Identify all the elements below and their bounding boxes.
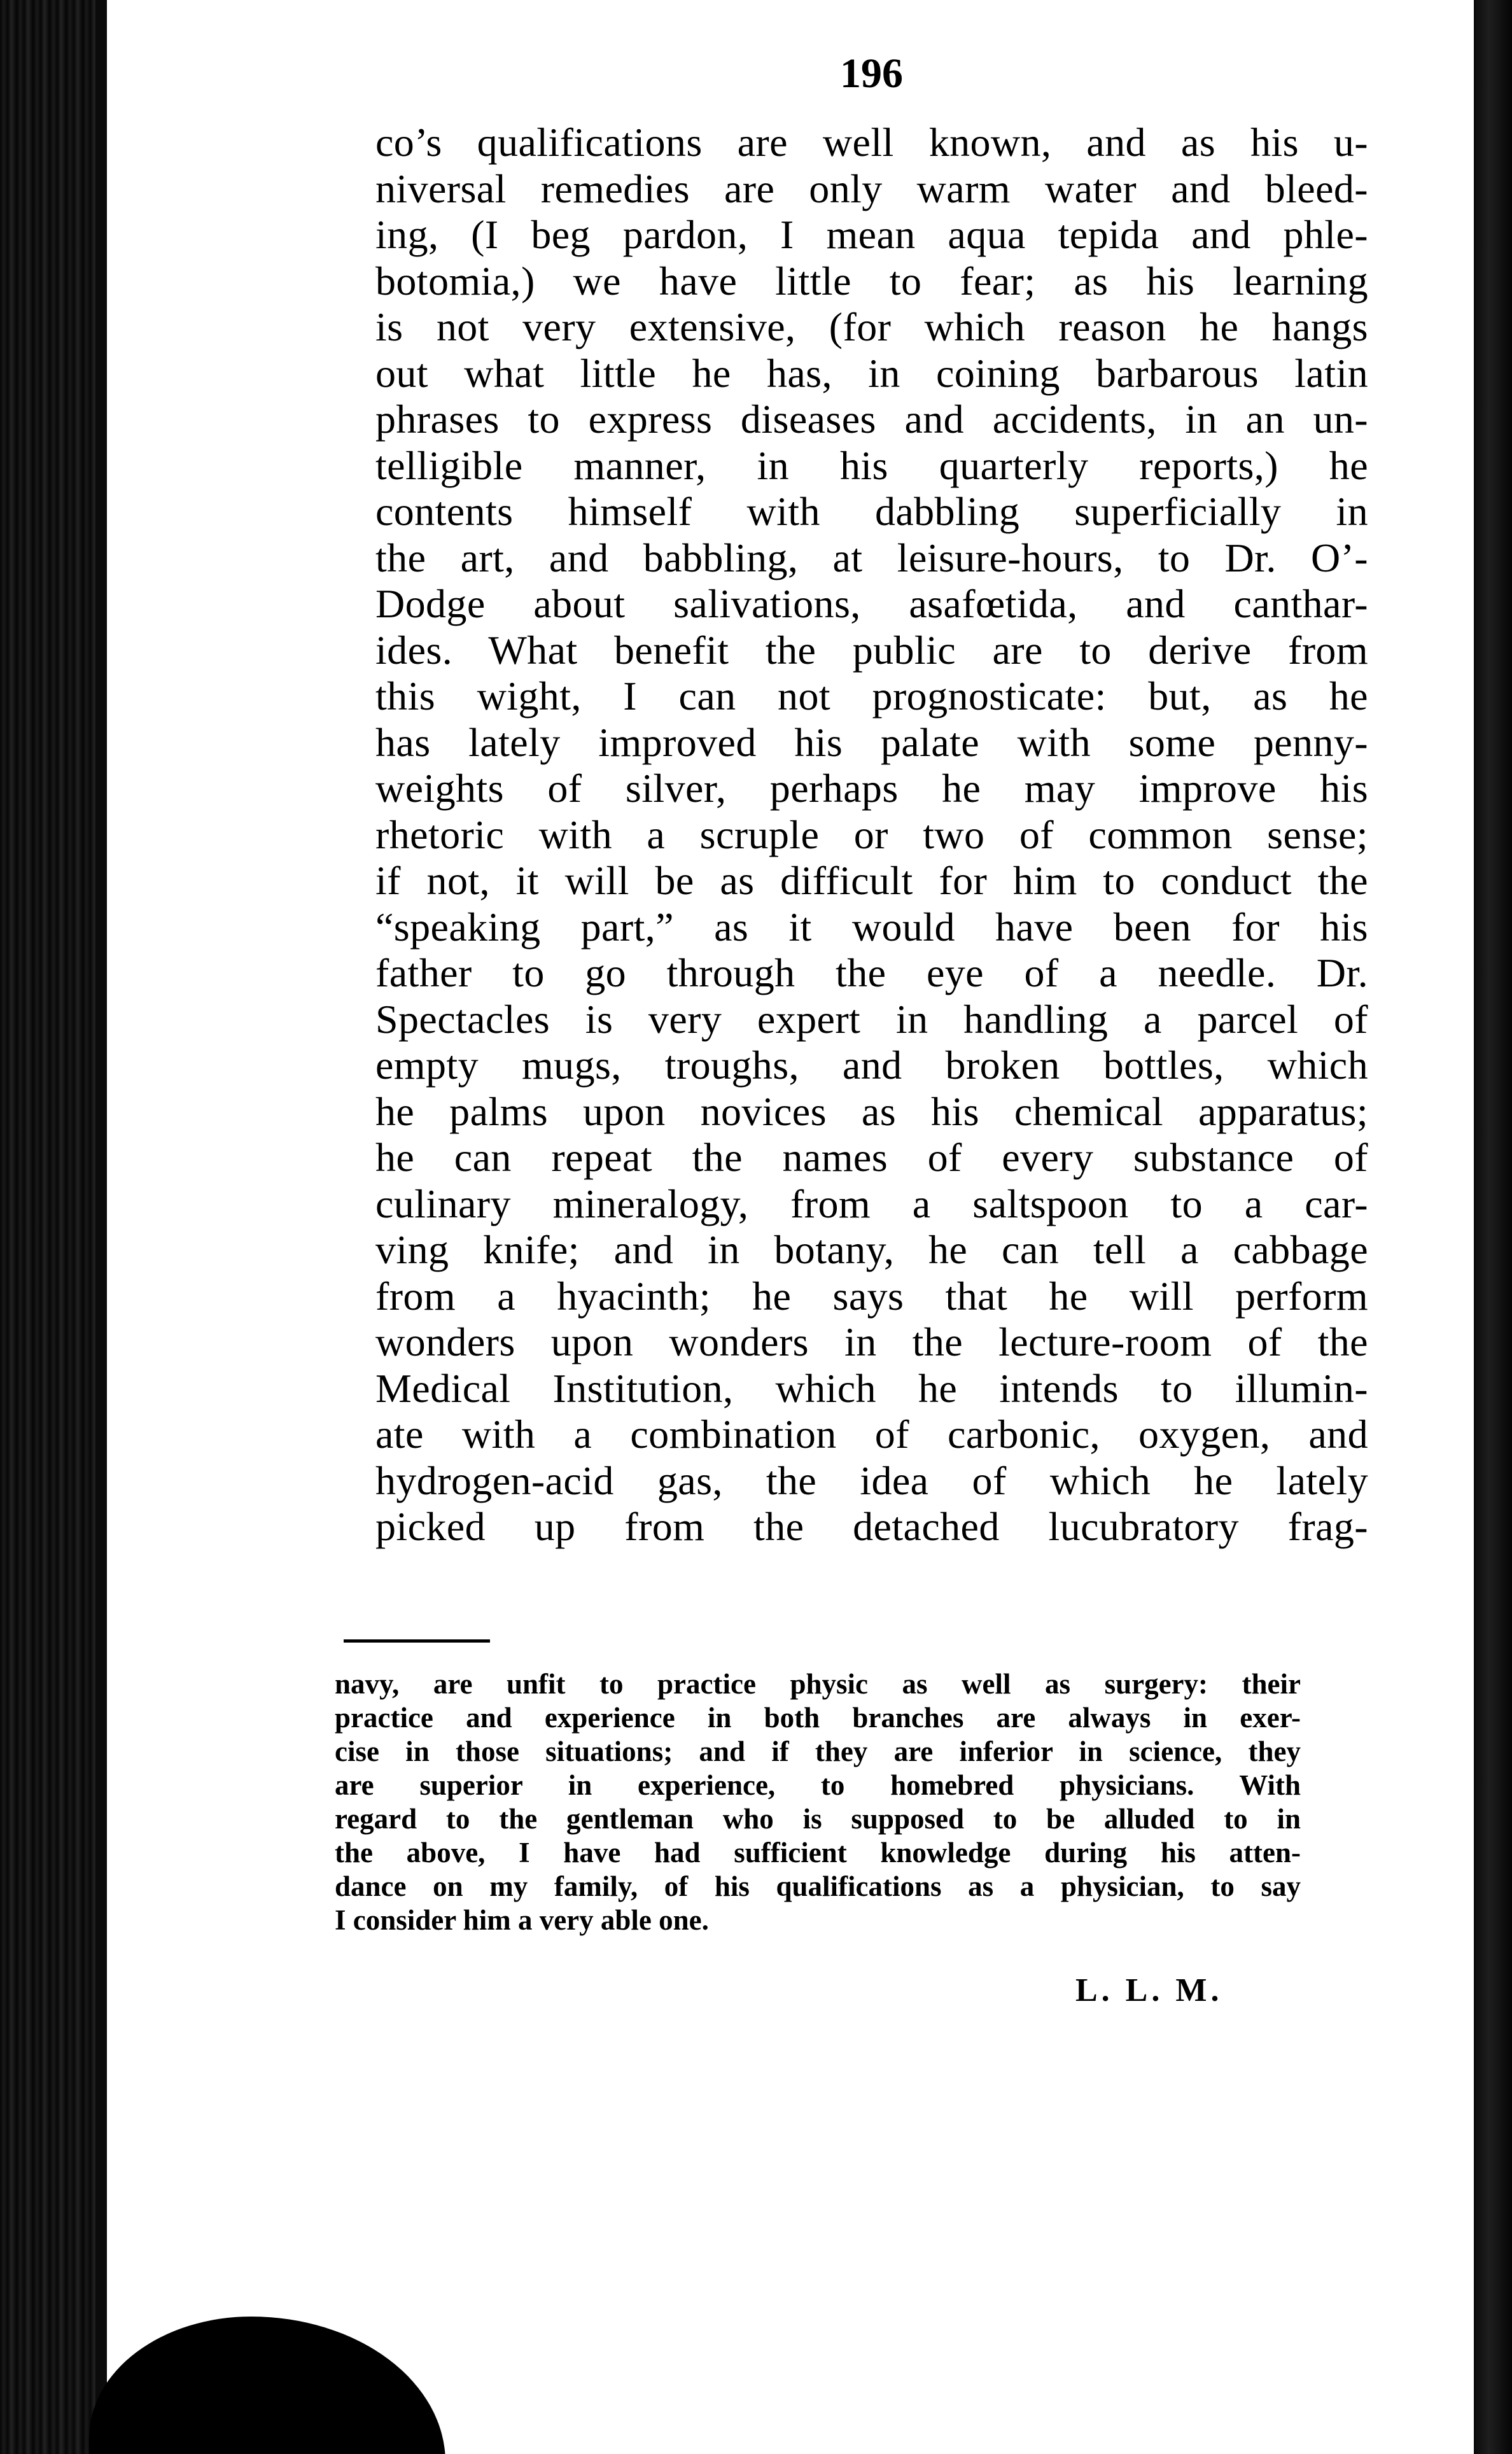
body-line: father to go through the eye of a needle. Dr. <box>375 950 1368 995</box>
body-line: from a hyacinth; he says that he will perform <box>375 1273 1368 1319</box>
body-line: co’s qualifications are well known, and as his u- <box>375 120 1368 165</box>
body-line: ving knife; and in botany, he can tell a cabbage <box>375 1227 1368 1272</box>
body-line: out what little he has, in coining barbarous latin <box>375 350 1368 396</box>
body-line: this wight, I can not prognosticate: but, as he <box>375 673 1368 719</box>
body-line: he can repeat the names of every substance of <box>375 1135 1368 1180</box>
body-line: hydrogen-acid gas, the idea of which he lately <box>375 1457 1368 1503</box>
body-line: ing, (I beg pardon, I mean aqua tepida and phle- <box>375 212 1368 257</box>
body-line: ate with a combination of carbonic, oxygen, and <box>375 1412 1368 1457</box>
body-line: ides. What benefit the public are to derive from <box>375 627 1368 673</box>
body-line: if not, it will be as difficult for him to conduct the <box>375 858 1368 903</box>
footnote-line: cise in those situations; and if they are inferior in science, they <box>335 1735 1301 1767</box>
footnote-rule <box>344 1639 490 1643</box>
body-line: Dodge about salivations, asafœtida, and canthar- <box>375 581 1368 626</box>
body-line: “speaking part,” as it would have been for his <box>375 904 1368 950</box>
body-line: culinary mineralogy, from a saltspoon to a car- <box>375 1181 1368 1226</box>
footnote-signature: L. L. M. <box>1075 1972 1223 2009</box>
body-line: picked up from the detached lucubratory frag- <box>375 1504 1368 1549</box>
body-line: Spectacles is very expert in handling a parcel of <box>375 996 1368 1042</box>
book-right-edge <box>1474 0 1512 2454</box>
footnote <box>335 1667 1301 1937</box>
footnote-line: are superior in experience, to homebred physicians. With <box>335 1769 1301 1801</box>
body-line: weights of silver, perhaps he may improve his <box>375 766 1368 811</box>
footnote-line: dance on my family, of his qualifications as a physician, to say <box>335 1870 1301 1902</box>
body-line: has lately improved his palate with some penny- <box>375 719 1368 765</box>
footnote-line: the above, I have had sufficient knowledge during his atten- <box>335 1837 1301 1869</box>
book-page-edges <box>0 0 108 2454</box>
body-line: wonders upon wonders in the lecture-room of the <box>375 1319 1368 1364</box>
page-number: 196 <box>840 50 903 97</box>
body-line: the art, and babbling, at leisure-hours, to Dr. O’- <box>375 535 1368 580</box>
body-line: telligible manner, in his quarterly reports,) he <box>375 442 1368 488</box>
footnote-line: practice and experience in both branches are always in exer- <box>335 1702 1301 1734</box>
body-text <box>375 120 1368 1550</box>
body-line: empty mugs, troughs, and broken bottles, which <box>375 1042 1368 1088</box>
body-line: rhetoric with a scruple or two of common sense; <box>375 811 1368 857</box>
footnote-line: navy, are unfit to practice physic as well as surgery: their <box>335 1668 1301 1700</box>
body-line: niversal remedies are only warm water and bleed- <box>375 165 1368 211</box>
footnote-line: regard to the gentleman who is supposed to be alluded to in <box>335 1803 1301 1835</box>
body-line: Medical Institution, which he intends to illumin- <box>375 1365 1368 1411</box>
body-line: he palms upon novices as his chemical apparatus; <box>375 1088 1368 1134</box>
body-line: is not very extensive, (for which reason he hangs <box>375 304 1368 349</box>
footnote-line: I consider him a very able one. <box>335 1904 709 1936</box>
body-line: phrases to express diseases and accidents, in an un- <box>375 396 1368 442</box>
body-line: contents himself with dabbling superficially in <box>375 489 1368 534</box>
body-line: botomia,) we have little to fear; as his learning <box>375 258 1368 304</box>
